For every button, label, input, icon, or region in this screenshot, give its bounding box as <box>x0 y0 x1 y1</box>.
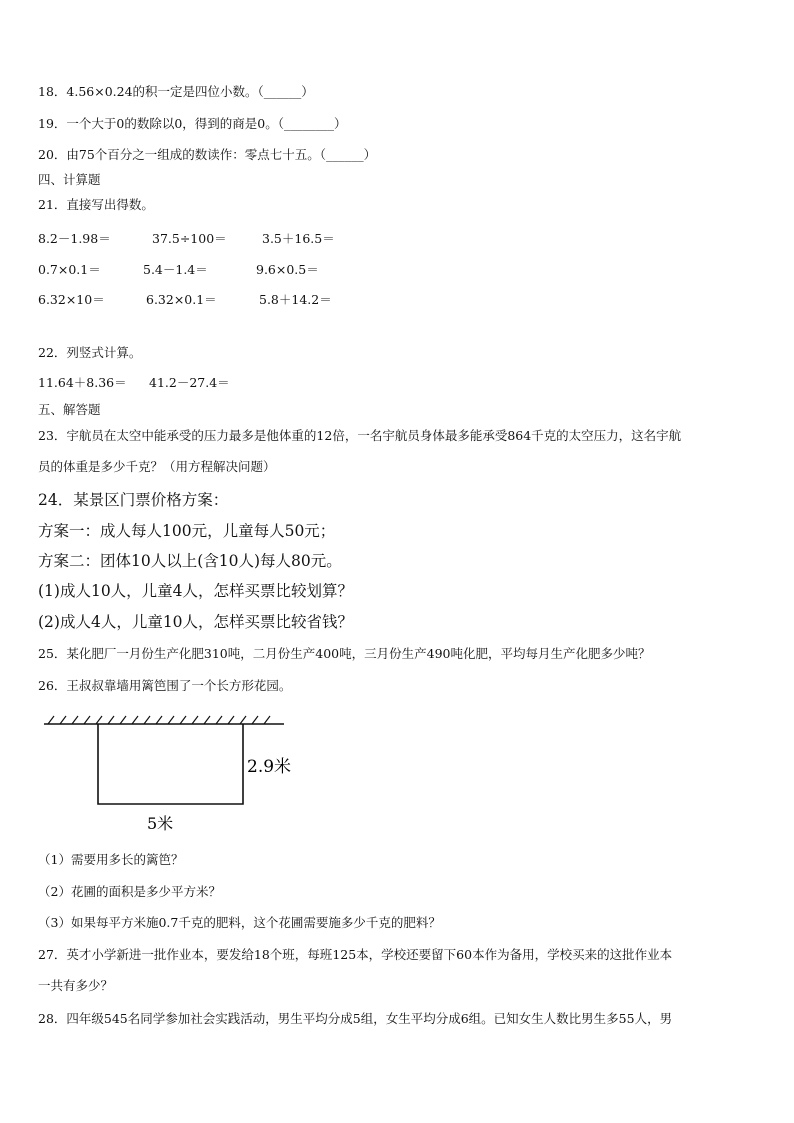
question-27-line-2: 一共有多少？ <box>38 978 114 993</box>
wall-hatching <box>48 716 270 724</box>
calc-item: 5.4－1.4＝ <box>143 262 208 277</box>
question-24-plan-1: 方案一：成人每人100元，儿童每人50元； <box>38 522 336 540</box>
calc-item: 5.8＋14.2＝ <box>259 292 332 307</box>
question-20: 20．由75个百分之一组成的数读作：零点七十五。（______） <box>38 147 377 162</box>
width-label: 5米 <box>147 814 174 833</box>
calc-item: 6.32×10＝ <box>38 292 105 307</box>
calc-item: 11.64＋8.36＝ <box>38 375 127 390</box>
question-24-sub-2: (2)成人4人，儿童10人，怎样买票比较省钱？ <box>38 613 354 631</box>
question-24-sub-1: (1)成人10人，儿童4人，怎样买票比较划算？ <box>38 582 354 600</box>
question-18: 18．4.56×0.24的积一定是四位小数。（______） <box>38 84 314 99</box>
question-21: 21．直接写出得数。 <box>38 197 154 212</box>
calc-item: 8.2－1.98＝ <box>38 231 111 246</box>
question-25: 25．某化肥厂一月份生产化肥310吨，二月份生产400吨，三月份生产490吨化肥，平均每月生产化肥多少吨？ <box>38 646 651 661</box>
calc-item: 0.7×0.1＝ <box>38 262 101 277</box>
question-23-line-2: 员的体重是多少千克？（用方程解决问题） <box>38 459 276 474</box>
question-26-sub-3: （3）如果每平方米施0.7千克的肥料，这个花圃需要施多少千克的肥料？ <box>38 915 441 930</box>
section-5-heading: 五、解答题 <box>38 402 101 417</box>
height-label: 2.9米 <box>247 757 292 777</box>
question-28: 28．四年级545名同学参加社会实践活动，男生平均分成5组，女生平均分成6组。已知女生人数比男生多55人，男 <box>38 1011 673 1026</box>
calc-item: 3.5＋16.5＝ <box>262 231 335 246</box>
section-4-heading: 四、计算题 <box>38 172 101 187</box>
question-26-sub-1: （1）需要用多长的篱笆？ <box>38 852 184 867</box>
calc-item: 37.5÷100＝ <box>152 231 227 246</box>
calc-item: 41.2－27.4＝ <box>149 375 230 390</box>
question-22: 22．列竖式计算。 <box>38 345 142 360</box>
calc-item: 9.6×0.5＝ <box>256 262 319 277</box>
calc-item: 6.32×0.1＝ <box>146 292 217 307</box>
question-24-title: 24．某景区门票价格方案： <box>38 491 229 509</box>
question-26-sub-2: （2）花圃的面积是多少平方米？ <box>38 884 221 899</box>
question-26: 26．王叔叔靠墙用篱笆围了一个长方形花园。 <box>38 678 292 693</box>
question-24-plan-2: 方案二：团体10人以上(含10人)每人80元。 <box>38 552 342 570</box>
question-23-line-1: 23．宇航员在太空中能承受的压力最多是他体重的12倍，一名宇航员身体最多能承受864千克的太空压力，这名宇航 <box>38 428 682 443</box>
question-27-line-1: 27．英才小学新进一批作业本，要发给18个班，每班125本，学校还要留下60本作为备用，学校买来的这批作业本 <box>38 947 673 962</box>
question-19: 19．一个大于0的数除以0，得到的商是0。（________） <box>38 116 347 131</box>
garden-diagram <box>40 712 340 842</box>
garden-fence <box>98 724 243 804</box>
